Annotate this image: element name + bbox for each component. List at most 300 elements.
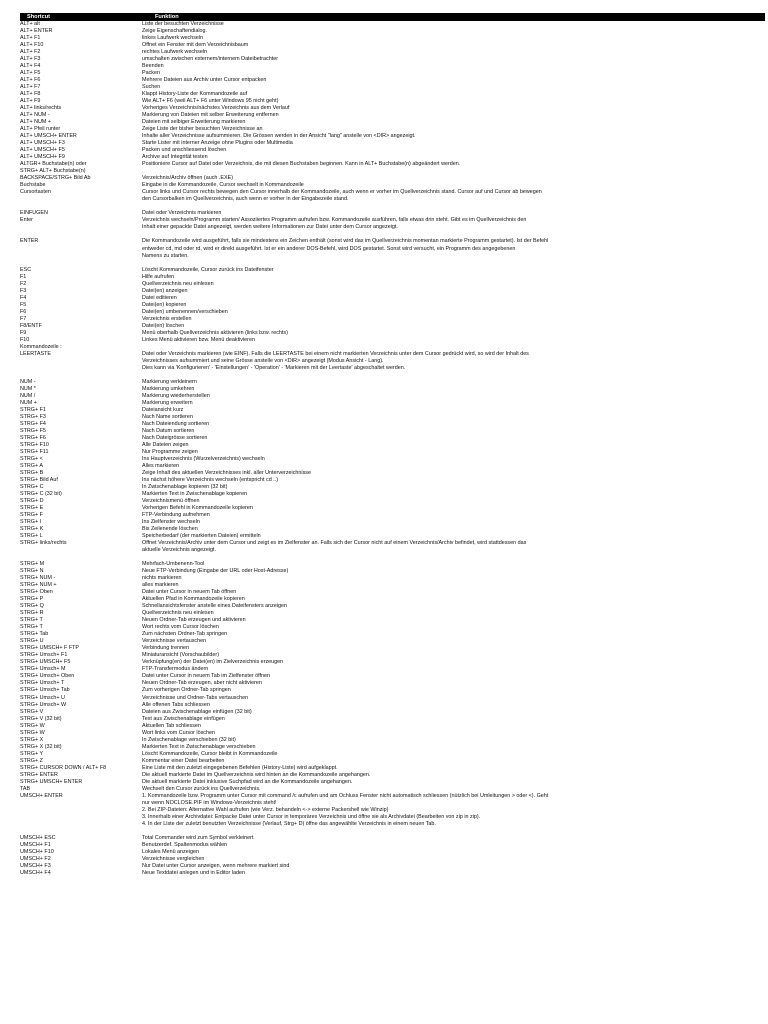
function-cell: Datei unter Cursor in neuem Tab öffnen xyxy=(142,589,237,596)
function-cell: Kommentar einer Datei bearbeiten xyxy=(142,757,225,764)
table-row xyxy=(20,765,765,772)
function-cell: Wechselt den Cursor zurück ins Quellverzeichnis. xyxy=(142,785,261,792)
table-row xyxy=(20,456,765,463)
shortcut-cell: STRG+ R xyxy=(20,610,44,617)
shortcut-cell: NUM - xyxy=(20,378,36,385)
table-row xyxy=(20,863,765,870)
table-row xyxy=(20,288,765,295)
table-row xyxy=(20,603,765,610)
function-cell: Zum nächsten Ordner-Tab springen xyxy=(142,631,228,638)
shortcut-cell: STRG+ Umsch+ F1 xyxy=(20,652,68,659)
function-cell: Öffnet ein Fenster mit dem Verzeichnisbaum xyxy=(142,42,249,49)
shortcut-cell: UMSCH+ ESC xyxy=(20,834,56,841)
shortcut-cell: STRG+ E xyxy=(20,505,44,512)
function-cell: Archive auf Integrität testen xyxy=(142,154,208,161)
function-cell: Positioniere Cursor auf Datei oder Verzeichnis, die mit diesen Buchstaben beginnen. Kann in ALT+ Buchstabe(n) abgeändert werden. xyxy=(142,161,461,168)
shortcut-cell: STRG+ X (32 bit) xyxy=(20,743,62,750)
function-cell: FTP-Verbindung aufnehmen xyxy=(142,512,210,519)
function-cell: Suchen xyxy=(142,84,161,91)
table-row xyxy=(20,302,765,309)
function-cell: Nur Datei unter Cursor anzeigen, wenn mehrere markiert sind xyxy=(142,862,290,869)
shortcut-cell: UMSCH+ F2 xyxy=(20,855,51,862)
table-row xyxy=(20,498,765,505)
table-row xyxy=(20,49,765,56)
table-row xyxy=(20,758,765,765)
shortcut-cell: ALT+ F1 xyxy=(20,35,41,42)
shortcut-cell: STRG+ F11 xyxy=(20,448,49,455)
function-cell: Aktuellen Tab schliessen xyxy=(142,722,201,729)
table-row xyxy=(20,91,765,98)
table-row xyxy=(20,491,765,498)
function-cell: In Zwischenablage verschieben (32 bit) xyxy=(142,736,236,743)
function-cell: Nach Datum sortieren xyxy=(142,427,195,434)
table-row xyxy=(20,526,765,533)
table-row xyxy=(20,189,765,203)
shortcut-cell: STRG+ X xyxy=(20,736,44,743)
table-row xyxy=(20,687,765,694)
shortcut-cell: ALT+ F4 xyxy=(20,63,41,70)
table-row xyxy=(20,400,765,407)
table-row xyxy=(20,309,765,316)
table-row xyxy=(20,112,765,119)
shortcut-cell: NUM * xyxy=(20,385,36,392)
function-cell: Verzeichnisse vergleichen xyxy=(142,855,205,862)
function-cell: Quellverzeichnis neu einlesen xyxy=(142,280,214,287)
table-row xyxy=(20,561,765,568)
table-row xyxy=(20,716,765,723)
function-cell: Zeige Eigenschaftendialog. xyxy=(142,28,208,35)
table-row xyxy=(20,519,765,526)
function-cell: rechtes Laufwerk wechseln xyxy=(142,49,208,56)
table-row xyxy=(20,849,765,856)
table-row xyxy=(20,21,765,28)
table-row xyxy=(20,154,765,161)
table-row xyxy=(20,540,765,554)
function-cell: Markierung von Dateien mit selber Erweiterung entfernen xyxy=(142,112,279,119)
table-row xyxy=(20,84,765,91)
table-body xyxy=(20,21,765,877)
table-row xyxy=(20,337,765,344)
shortcut-cell: STRG+ NUM + xyxy=(20,582,57,589)
table-row xyxy=(20,35,765,42)
table-row xyxy=(20,470,765,477)
table-row xyxy=(20,744,765,751)
table-row xyxy=(20,533,765,540)
table-row xyxy=(20,673,765,680)
table-row xyxy=(20,631,765,638)
function-cell: Nach Dateigrösse sortieren xyxy=(142,434,208,441)
function-cell: Die aktuell markierte Datei im Quellverzeichnis wird hinten an die Kommandozeile angehangen. xyxy=(142,771,371,778)
shortcut-cell: STRG+ links/rechts xyxy=(20,540,67,547)
shortcut-cell: STRG+ B xyxy=(20,470,44,476)
table-row xyxy=(20,779,765,786)
function-cell: Datei(en) umbenennen/verschieben xyxy=(142,308,228,315)
table-row xyxy=(20,638,765,645)
shortcut-cell: F8/ENTF xyxy=(20,322,42,329)
function-cell: Verknüpfung(en) der Datei(en) im Zielverzeichnis erzeugen xyxy=(142,659,284,666)
shortcut-cell: ALT+ NUM - xyxy=(20,112,50,119)
function-cell: FTP-Transfermodus ändern xyxy=(142,666,209,673)
function-cell: Speicherbedarf (der markierten Dateien) ermitteln xyxy=(142,533,261,540)
function-cell: Dateiansicht kurz xyxy=(142,406,184,413)
function-cell: Vorheriges Verzeichnis/nächstes Verzeichnis aus dem Verlauf xyxy=(142,105,290,112)
shortcut-cell: STRG+ D xyxy=(20,498,44,505)
shortcut-cell: STRG+ Q xyxy=(20,603,44,610)
shortcut-cell: Buchstabe xyxy=(20,182,46,189)
function-cell: Benutzerdef. Spaltenmodus wählen xyxy=(142,841,228,848)
function-cell: Markierung erweitern xyxy=(142,399,193,406)
shortcut-cell: F6 xyxy=(20,308,27,315)
table-row xyxy=(20,737,765,744)
table-row xyxy=(20,666,765,673)
shortcut-cell: STRG+ F6 xyxy=(20,434,46,441)
function-cell: Alles markieren xyxy=(142,462,180,469)
shortcut-cell: STRG+ F1 xyxy=(20,406,46,413)
function-cell: Starte Lister mit interner Anzeige ohne Plugins oder Multimedia xyxy=(142,140,293,147)
shortcut-cell: STRG+ K xyxy=(20,526,44,533)
table-row xyxy=(20,126,765,133)
shortcut-cell: ALT+ UMSCH+ F3 xyxy=(20,140,65,147)
function-cell: Cursor links und Cursor rechts bewegen den Cursor innerhalb der Kommandozeile, auch wenn er vorher im Quellverzeichnis stand. Cursor auf und Cursor ab bewegen den Cursorbalken im Quellverzeichnis, auch wenn er vorher in der Eingabezeile stand. xyxy=(142,189,542,203)
function-cell: Ins Hauptverzeichnis (Wurzelverzeichnis) wechseln xyxy=(142,455,265,462)
function-cell: Mehrfach-Umbenenn-Tool xyxy=(142,561,205,568)
shortcut-cell: STRG+ UMSCH+ F FTP xyxy=(20,645,80,652)
function-cell: Verzeichnisse vertauschen xyxy=(142,638,207,645)
function-cell: umschalten zwischen externem/internem Dateibetrachter xyxy=(142,56,279,63)
table-row xyxy=(20,582,765,589)
function-cell: Datei oder Verzeichnis markieren xyxy=(142,210,222,217)
table-row xyxy=(20,870,765,877)
function-cell: In Zwischenablage kopieren (32 bit) xyxy=(142,484,228,491)
shortcut-cell: ALT+ F9 xyxy=(20,98,41,105)
function-cell: Dateien aus Zwischenablage einfügen (32 bit) xyxy=(142,708,252,715)
shortcut-cell: STRG+ CURSOR DOWN / ALT+ F8 xyxy=(20,764,107,771)
function-cell: Menü oberhalb Quellverzeichnis aktivieren (links bzw. rechts) xyxy=(142,329,288,336)
shortcut-cell: ALT+ NUM + xyxy=(20,119,52,126)
function-cell: Die Kommandozeile wird ausgeführt, falls sie mindestens ein Zeichen enthält (sonst wird das im Quellverzeichnis momentan markierte Programm gestartet). Ist der Befehl entweder cd, md oder rd, wird er direkt ausgeführt. Ist er ein anderer DOS-Befehl, wird DOS gestartet. Sonst wird versucht, ein Programm des angegebenen Namens zu starten. xyxy=(142,238,549,259)
table-row xyxy=(20,147,765,154)
shortcut-cell: STRG+ T xyxy=(20,617,43,624)
table-row xyxy=(20,119,765,126)
table-row xyxy=(20,709,765,716)
function-cell: alles markieren xyxy=(142,582,179,589)
function-cell: Datei(en) löschen xyxy=(142,322,185,329)
spacer-row xyxy=(20,203,765,210)
shortcut-cell: STRG+ T xyxy=(20,624,43,631)
table-row xyxy=(20,295,765,302)
function-cell: Bis Zeilenende löschen xyxy=(142,526,198,533)
spacer-row xyxy=(20,231,765,238)
shortcut-cell: UMSCH+ F3 xyxy=(20,862,51,869)
shortcut-column-header: Shortcut xyxy=(27,14,50,20)
shortcut-cell: F1 xyxy=(20,273,27,280)
function-cell: Zeige Liste der bisher besuchten Verzeichnisse an xyxy=(142,126,263,133)
function-cell: Die aktuell markierte Datei inklusive Suchpfad wird an die Kommandozeile angehangen. xyxy=(142,778,353,785)
function-cell: Verbindung trennen xyxy=(142,645,190,652)
table-row xyxy=(20,77,765,84)
function-cell: Neuen Ordner-Tab erzeugen und aktivieren xyxy=(142,617,246,624)
table-row xyxy=(20,484,765,491)
shortcut-cell: F5 xyxy=(20,301,27,308)
table-row xyxy=(20,505,765,512)
shortcut-cell: ALT+ F7 xyxy=(20,84,41,91)
table-row xyxy=(20,330,765,337)
shortcut-document xyxy=(20,13,765,877)
function-cell: nichts markieren xyxy=(142,575,182,582)
function-cell: Verzeichnismenü öffnen xyxy=(142,498,200,505)
function-cell: Verzeichnis wechseln/Programm starten/ Assoziiertes Programm aufrufen bzw. Kommandozeile ausführen, falls etwas drin steht. Gibt es im Quellverzeichnis den Inhalt einer gepackte Datei angezeigt, werden weitere Informationen zur Datei unter dem Cursor angezeigt. xyxy=(142,217,527,231)
table-row xyxy=(20,414,765,421)
table-row xyxy=(20,175,765,182)
shortcut-cell: ALT+ Pfeil runter xyxy=(20,126,61,133)
table-row xyxy=(20,274,765,281)
table-row xyxy=(20,351,765,372)
table-row xyxy=(20,393,765,400)
table-row xyxy=(20,105,765,112)
table-row xyxy=(20,751,765,758)
table-row xyxy=(20,512,765,519)
table-row xyxy=(20,217,765,231)
function-cell: Wie ALT+ F6 (weil ALT+ F6 unter Windows 95 nicht geht) xyxy=(142,98,279,105)
shortcut-cell: UMSCH+ F4 xyxy=(20,869,51,876)
shortcut-cell: STRG+ Y xyxy=(20,750,44,757)
table-row xyxy=(20,695,765,702)
shortcut-cell: F4 xyxy=(20,294,27,301)
function-cell: Ins Zielfenster wechseln xyxy=(142,519,200,526)
table-row xyxy=(20,856,765,863)
shortcut-cell: STRG+ Bild Auf xyxy=(20,477,58,484)
table-row xyxy=(20,63,765,70)
function-cell: Löscht Kommandozeile, Cursor zurück ins Dateifenster xyxy=(142,266,274,273)
shortcut-cell: ALT+ F8 xyxy=(20,91,41,98)
function-cell: Markierten Text in Zwischenablage verschieben xyxy=(142,743,256,750)
spacer-row xyxy=(20,372,765,379)
shortcut-cell: STRG+ Umsch+ U xyxy=(20,694,65,701)
table-row xyxy=(20,442,765,449)
table-row xyxy=(20,70,765,77)
function-cell: Neue Textdatei anlegen und in Editor laden xyxy=(142,869,245,876)
function-cell: 1. Kommandozeile bzw. Programm unter Cursor mit command /c aufrufen und am Ochluss Fenster nicht automatisch schliessen (nützlich bei Umleitungen > oder <). Geht nur wenn NOCLOSE.PIF im Windows-Verzeichnis steht! 2. Bei ZIP-Dateien: Alternative Wahl aufrufen (wie Verz. behandeln <-> externe Packershell wie Winzip) 3. Innerhalb einer Archivdatei: Entpacke Datei unter Cursor in temporäres Verzeichnis und öffne sie als Archivdatei (Bearbeiten von zip in zip). 4. In der Liste der zuletzt benutzten Verzeichnisse (Verlauf, Strg+ D) öffne das angewählte Verzeichnis in einem neuen Tab. xyxy=(142,792,549,827)
function-cell: Markierung wiederherstellen xyxy=(142,392,210,399)
function-cell: Aktuellen Pfad in Kommandozeile kopieren xyxy=(142,596,245,603)
function-cell: Verzeichnisse und Ordner-Tabs vertauschen xyxy=(142,694,249,701)
function-cell: Linkes Menü aktivieren bzw. Menü deaktivieren xyxy=(142,336,255,343)
shortcut-cell: BACKSPACE/STRG+ Bild Ab xyxy=(20,175,91,182)
shortcut-cell: F9 xyxy=(20,329,27,336)
function-cell: Verzeichnis erstellen xyxy=(142,315,192,322)
table-row xyxy=(20,421,765,428)
table-row xyxy=(20,428,765,435)
shortcut-cell: STRG+ W xyxy=(20,722,45,729)
function-cell: Hilfe aufrufen xyxy=(142,273,175,280)
function-cell: Lokales Menü anzeigen xyxy=(142,848,199,855)
table-row xyxy=(20,281,765,288)
function-cell: Datei(en) kopieren xyxy=(142,301,187,308)
function-cell: Text aus Zwischenablage einfügen xyxy=(142,715,225,722)
shortcut-cell: ALT+ F6 xyxy=(20,77,41,84)
shortcut-cell: STRG+ < xyxy=(20,455,43,462)
shortcut-cell: TAB xyxy=(20,785,31,792)
shortcut-cell: STRG+ F5 xyxy=(20,427,46,434)
shortcut-cell: ALT+ ENTER xyxy=(20,28,53,35)
shortcut-cell: STRG+ F xyxy=(20,512,43,519)
spacer-row xyxy=(20,828,765,835)
table-row xyxy=(20,267,765,274)
shortcut-cell: STRG+ Umsch+ M xyxy=(20,666,66,673)
shortcut-cell: ALT+ F10 xyxy=(20,42,44,49)
shortcut-cell: STRG+ Umsch+ Tab xyxy=(20,687,70,694)
function-cell: Datei unter Cursor in neuem Tab im Zielfenster öffnen xyxy=(142,673,271,680)
table-row xyxy=(20,596,765,603)
shortcut-cell: F10 xyxy=(20,336,30,343)
shortcut-cell: STRG+ V xyxy=(20,708,44,715)
function-cell: Ins nächst höhere Verzeichnis wechseln (entspricht cd ..) xyxy=(142,477,279,484)
shortcut-cell: ENTER xyxy=(20,238,39,245)
function-cell: Eine Liste mit den zuletzt eingegebenen Befehlen (History-Liste) wird aufgeklappt. xyxy=(142,764,338,771)
shortcut-cell: ALT+ links/rechts xyxy=(20,105,62,112)
shortcut-cell: ALT+ UMSCH+ F9 xyxy=(20,154,65,161)
shortcut-cell: STRG+ C xyxy=(20,484,44,491)
function-cell: linkes Laufwerk wechseln xyxy=(142,35,204,42)
function-cell: Zum vorherigen Ordner-Tab springen xyxy=(142,687,231,694)
function-cell: Nach Name sortieren xyxy=(142,413,193,420)
function-cell: Liste der besuchten Verzeichnisse xyxy=(142,21,224,27)
spacer-row xyxy=(20,554,765,561)
table-row xyxy=(20,182,765,189)
function-cell: Verzeichnis/Archiv öffnen (auch .EXE) xyxy=(142,175,233,182)
shortcut-cell: STRG+ F10 xyxy=(20,441,49,448)
table-row xyxy=(20,659,765,666)
table-row xyxy=(20,56,765,63)
table-row xyxy=(20,407,765,414)
shortcut-cell: STRG+ W xyxy=(20,729,45,736)
shortcut-cell: STRG+ M xyxy=(20,561,45,568)
table-row xyxy=(20,463,765,470)
table-row xyxy=(20,723,765,730)
function-cell: Öffnet Verzeichnis/Archiv unter dem Cursor und zeigt es im Zielfenster an. Falls sich der Cursor nicht auf einem Verzeichnis/Archiv befindet, wird stattdessen das aktuelle Verzeichnis angezeigt. xyxy=(142,540,527,554)
function-cell: Alle offenen Tabs schliessen xyxy=(142,701,210,708)
table-row xyxy=(20,702,765,709)
function-cell: Alle Dateien zeigen xyxy=(142,441,189,448)
shortcut-cell: STRG+ C (32 bit) xyxy=(20,491,62,498)
function-cell: Mehrere Dateien aus Archiv unter Cursor entpacken xyxy=(142,77,267,84)
shortcut-cell: UMSCH+ F1 xyxy=(20,841,51,848)
function-cell: Löscht Kommandozeile, Cursor bleibt in Kommandozeile xyxy=(142,750,278,757)
spacer-row xyxy=(20,260,765,267)
function-cell: Klappt History-Liste der Kommandozeile auf xyxy=(142,91,248,98)
shortcut-cell: F3 xyxy=(20,287,27,294)
function-cell: Packen und anschliessend löschen xyxy=(142,147,227,154)
shortcut-cell: STRG+ P xyxy=(20,596,44,603)
table-row xyxy=(20,238,765,259)
function-cell: Datei editieren xyxy=(142,294,177,301)
shortcut-cell: STRG+ Umsch+ T xyxy=(20,680,65,687)
function-cell: Dateien mit selbiger Erweiterung markieren xyxy=(142,119,246,126)
function-cell: Packen xyxy=(142,70,160,77)
shortcut-cell: STRG+ Tab xyxy=(20,631,49,638)
table-row xyxy=(20,680,765,687)
table-row xyxy=(20,589,765,596)
shortcut-cell: STRG+ F4 xyxy=(20,420,46,427)
table-row xyxy=(20,575,765,582)
function-cell: Neuen Ordner-Tab erzeugen, aber nicht aktivieren xyxy=(142,680,262,687)
function-cell: Markierung verkleinern xyxy=(142,378,197,385)
table-row xyxy=(20,323,765,330)
table-row xyxy=(20,210,765,217)
table-row xyxy=(20,652,765,659)
shortcut-cell: STRG+ ENTER xyxy=(20,771,58,778)
shortcut-cell: Enter xyxy=(20,217,33,224)
function-cell: Beenden xyxy=(142,63,164,70)
shortcut-cell: LEERTASTE xyxy=(20,350,51,357)
table-row xyxy=(20,730,765,737)
shortcut-cell: STRG+ L xyxy=(20,533,43,540)
function-cell: Markierung umkehren xyxy=(142,385,195,392)
table-row xyxy=(20,379,765,386)
function-cell: Wort rechts vom Cursor löschen xyxy=(142,624,219,631)
function-cell: Inhalte aller Verzeichnisse aufsummieren. Die Grössen werden in der Ansicht "lang" anstelle von <DIR> angezeigt. xyxy=(142,133,416,140)
shortcut-cell: ALT+ F5 xyxy=(20,70,41,77)
table-row xyxy=(20,344,765,351)
function-cell: Markierten Text in Zwischenablage kopieren xyxy=(142,491,248,498)
function-cell: Schnellansichtsfenster anstelle eines Dateifensters anzeigen xyxy=(142,603,288,610)
function-cell: Datei oder Verzeichnis markieren (wie EINF). Falls die LEERTASTE bei einem nicht markierten Verzeichnis unter dem Cursor gedrückt wird, so wird der Inhalt des Verzeichnisses aufsummiert und seine Grösse anstelle von <DIR> angezeigt (Modus Ansicht - Lang). Dies kann via 'Konfigurieren' - 'Einstellungen' - 'Operation' - 'Markieren mit der Leertaste' abgeschaltet werden. xyxy=(142,350,529,371)
function-cell: Vorherigen Befehl in Kommandozeile kopieren xyxy=(142,505,253,512)
shortcut-cell: EINFÜGEN xyxy=(20,210,48,217)
function-cell: Miniaturansicht (Vorschaubilder) xyxy=(142,652,220,659)
shortcut-cell: F2 xyxy=(20,280,27,287)
shortcut-cell: NUM / xyxy=(20,392,36,399)
shortcut-cell: STRG+ Z xyxy=(20,757,43,764)
function-cell: Total Commander wird zum Symbol verkleinert xyxy=(142,834,254,841)
table-row xyxy=(20,793,765,828)
table-row xyxy=(20,435,765,442)
table-row xyxy=(20,386,765,393)
shortcut-cell: UMSCH+ ENTER xyxy=(20,792,63,799)
table-row xyxy=(20,617,765,624)
shortcut-cell: STRG+ V (32 bit) xyxy=(20,715,62,722)
table-row xyxy=(20,645,765,652)
shortcut-cell: ALT+ UMSCH+ ENTER xyxy=(20,133,77,140)
shortcut-cell: STRG+ Oben xyxy=(20,589,53,596)
function-cell: Nach Dateiendung sortieren xyxy=(142,420,210,427)
table-header xyxy=(20,13,765,21)
shortcut-cell: STRG+ Umsch+ Oben xyxy=(20,673,75,680)
shortcut-cell: ALTGR+ Buchstabe(n) oder STRG+ ALT+ Buchstabe(n) xyxy=(20,161,87,175)
function-cell: Quellverzeichnis neu einlesen xyxy=(142,610,214,617)
shortcut-cell: STRG+ Umsch+ W xyxy=(20,701,67,708)
table-row xyxy=(20,610,765,617)
table-row xyxy=(20,28,765,35)
shortcut-cell: STRG+ A xyxy=(20,462,43,469)
function-cell: Datei(en) anzeigen xyxy=(142,287,188,294)
function-cell: Nur Programme zeigen xyxy=(142,448,198,455)
table-row xyxy=(20,140,765,147)
shortcut-cell: ALT+ alt xyxy=(20,21,40,27)
shortcut-cell: STRG+ UMSCH+ F5 xyxy=(20,659,71,666)
shortcut-cell: F7 xyxy=(20,315,27,322)
shortcut-cell: STRG+ NUM - xyxy=(20,575,56,582)
shortcut-cell: STRG+ I xyxy=(20,519,42,526)
shortcut-cell: UMSCH+ F10 xyxy=(20,848,54,855)
function-cell: Neue FTP-Verbindung (Eingabe der URL oder Host-Adresse) xyxy=(142,568,289,575)
shortcut-cell: Kommandozeile : xyxy=(20,343,62,350)
shortcut-cell: NUM + xyxy=(20,399,37,406)
table-row xyxy=(20,842,765,849)
function-cell: Eingabe in die Kommandozeile, Cursor wechselt in Kommandozeile xyxy=(142,182,304,189)
table-row xyxy=(20,835,765,842)
shortcut-cell: STRG+ U xyxy=(20,638,44,645)
